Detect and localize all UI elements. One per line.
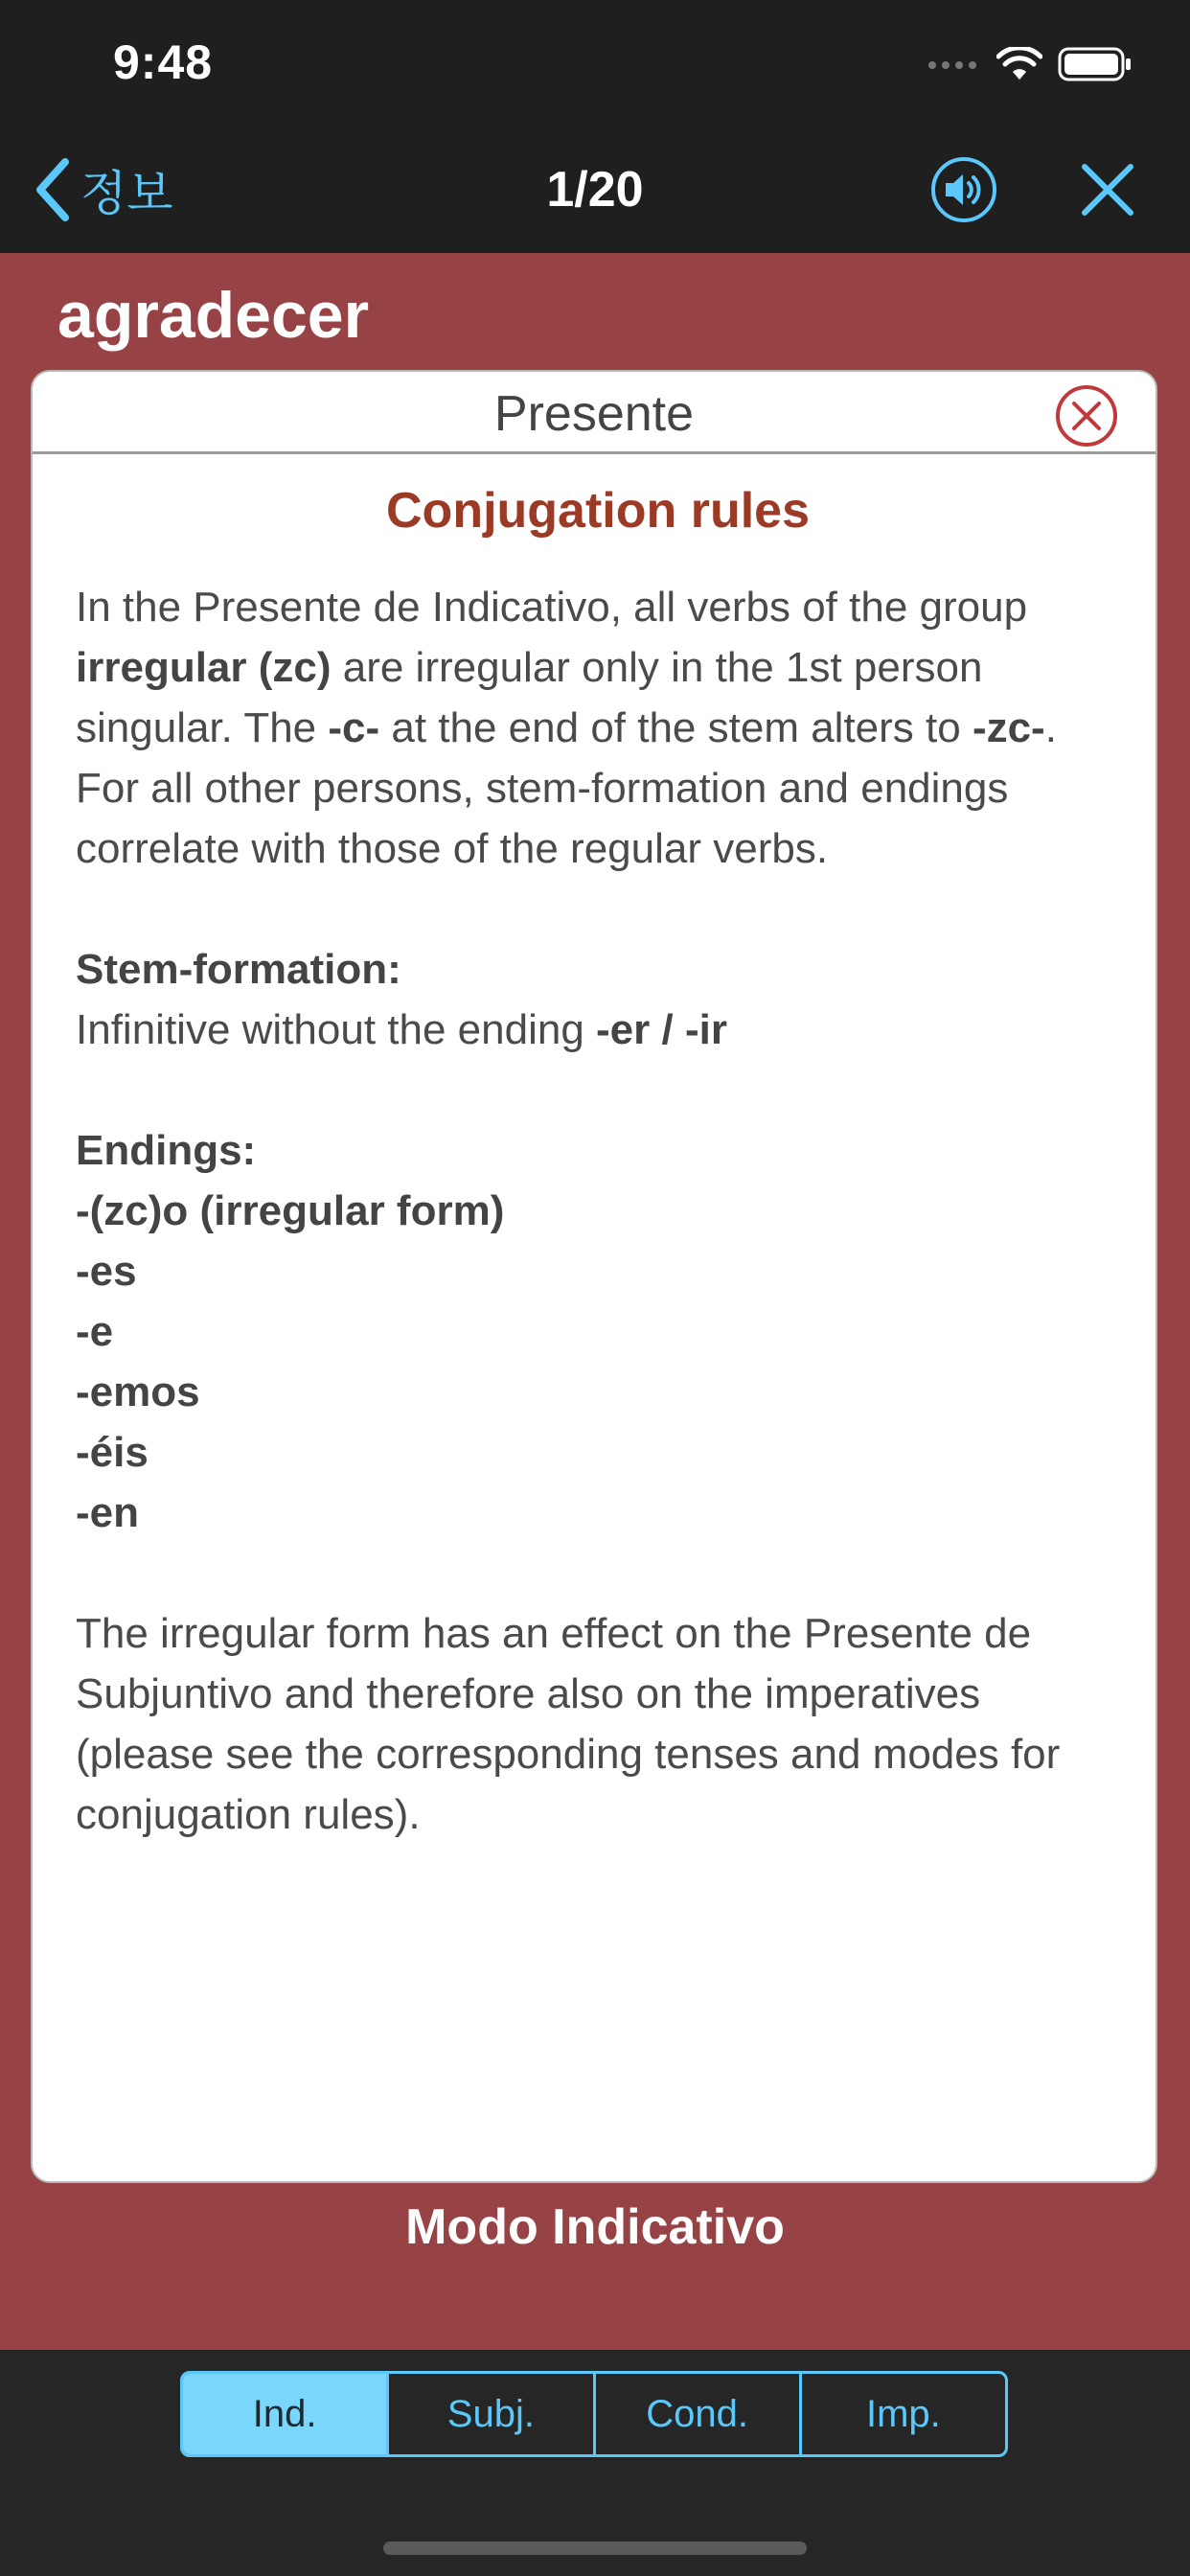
intro-paragraph (76, 577, 1120, 879)
rules-text (76, 454, 1120, 1845)
main-content (0, 253, 1190, 2350)
ending-item: -e (76, 1308, 114, 1355)
page-counter: 1/20 (546, 162, 644, 218)
tab-imperativo[interactable]: Imp. (799, 2374, 1005, 2454)
rules-heading: Conjugation rules (386, 483, 810, 539)
stem-formation-text: Infinitive without the ending (76, 1006, 597, 1053)
intro-text-4: . For all other persons, stem-formation and endings correlate with those of the regular verbs. (76, 704, 1057, 872)
stem-ending: -er / -ir (596, 1006, 727, 1053)
stem-formation-label: Stem-formation: (76, 946, 401, 993)
navigation-bar (0, 126, 1190, 253)
card-header (33, 372, 1156, 454)
stem-alteration: -zc- (972, 704, 1045, 751)
group-name: irregular (zc) (76, 644, 332, 691)
tense-title: Presente (493, 386, 695, 442)
intro-text-1: In the Presente de Indicativo, all verbs of the group (76, 584, 1028, 631)
intro-text-2: are irregular only in the 1st person singular. The (76, 644, 983, 751)
close-button[interactable] (1077, 159, 1138, 220)
back-label: 정보 (80, 166, 173, 221)
status-time: 9:48 (113, 35, 214, 89)
stem-letter: -c- (328, 704, 380, 751)
ending-item: -es (76, 1248, 137, 1295)
mode-segmented-control (180, 2371, 1008, 2457)
stem-formation-section (76, 939, 1120, 1060)
speaker-button[interactable] (929, 155, 998, 224)
conjugation-card (31, 370, 1157, 2183)
wifi-icon (996, 47, 1042, 81)
ending-item: -en (76, 1489, 139, 1536)
tab-indicativo[interactable]: Ind. (183, 2374, 386, 2454)
endings-label: Endings: (76, 1127, 257, 1174)
tab-condicional[interactable]: Cond. (593, 2374, 799, 2454)
intro-text-3: at the end of the stem alters to (379, 704, 973, 751)
verb-title: agradecer (57, 279, 370, 352)
endings-section (76, 1120, 1120, 1543)
card-close-button[interactable] (1054, 383, 1119, 448)
ending-item: -éis (76, 1429, 149, 1476)
outro-paragraph: The irregular form has an effect on the Presente de Subjuntivo and therefore also on the imperatives (please see the corresponding tenses and modes for conjugation rules). (76, 1610, 1061, 1838)
mode-label: Modo Indicativo (405, 2199, 785, 2255)
battery-icon (1058, 46, 1133, 82)
status-icons (927, 42, 1133, 86)
ending-item: -(zc)o (irregular form) (76, 1187, 505, 1234)
mode-tab-bar (0, 2350, 1190, 2576)
tab-subjuntivo[interactable]: Subj. (386, 2374, 592, 2454)
home-indicator (383, 2542, 807, 2555)
signal-icon (927, 58, 981, 71)
status-bar (0, 0, 1190, 126)
ending-item: -emos (76, 1368, 200, 1415)
